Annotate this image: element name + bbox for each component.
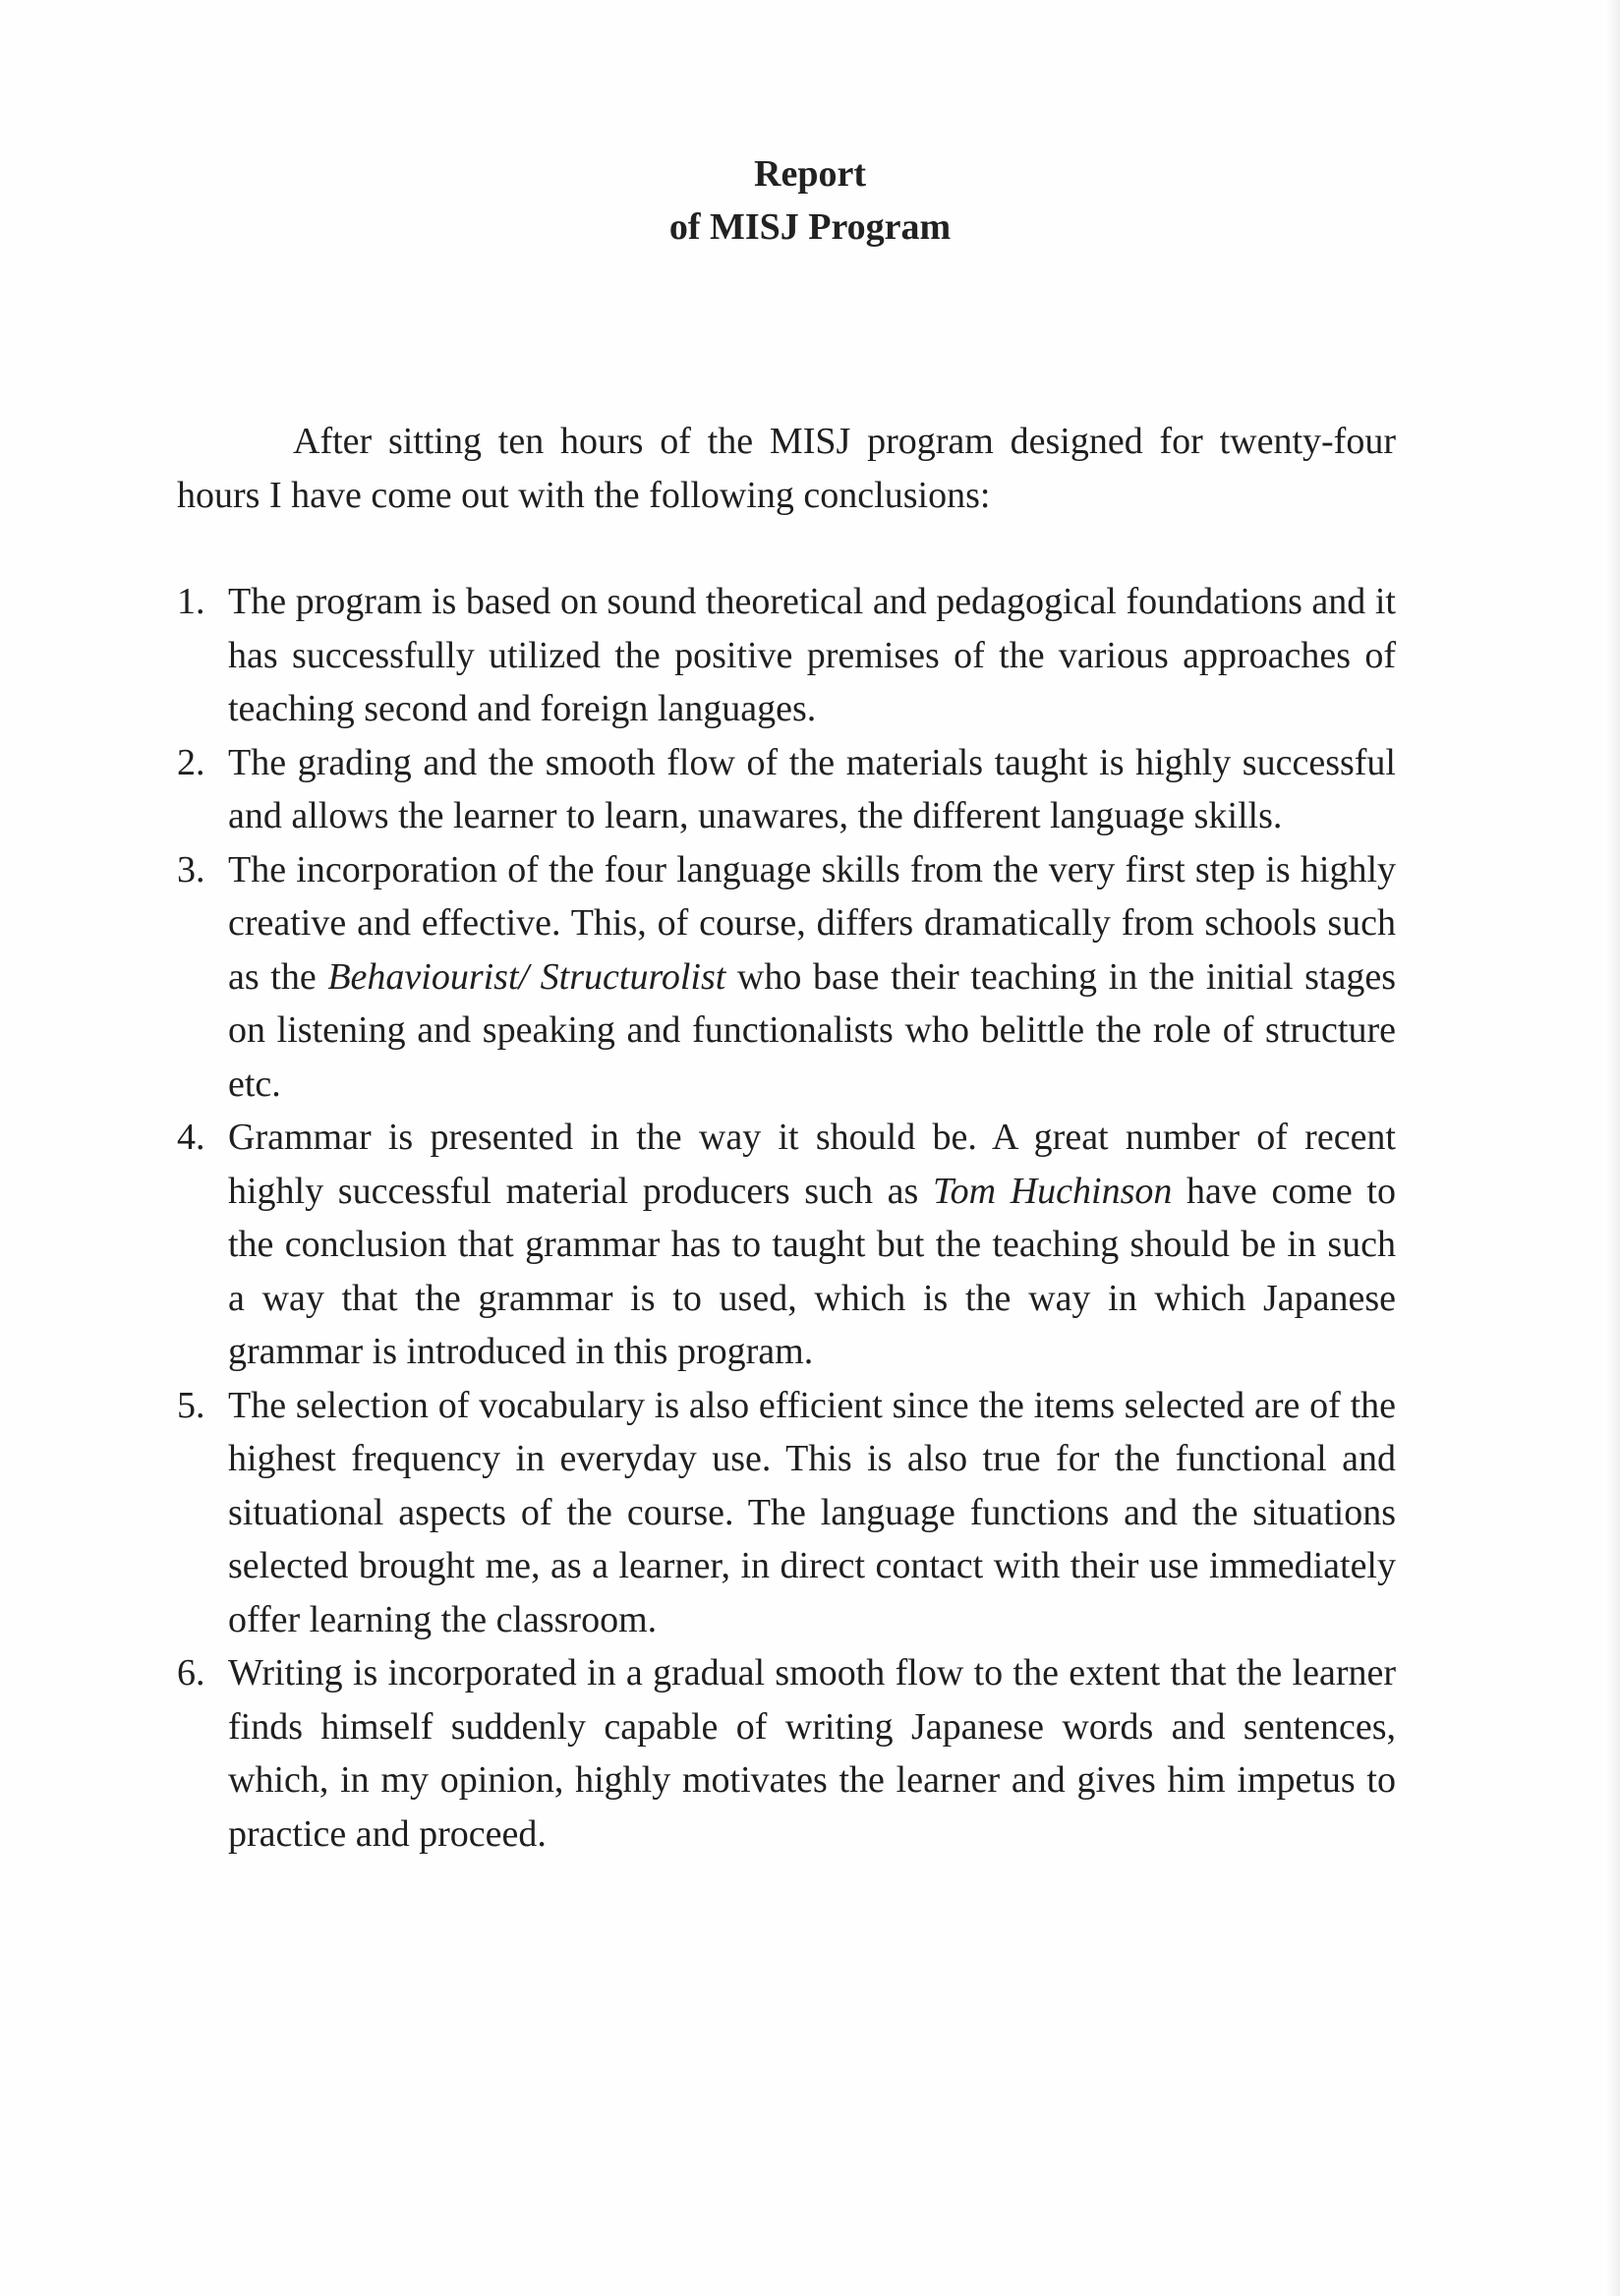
item-number: 3. — [177, 848, 205, 890]
title-line-report: Report — [754, 153, 866, 195]
item-number: 4. — [177, 1117, 205, 1158]
item-emphasis-huchinson: Tom Huchinson — [932, 1170, 1173, 1212]
item-text: The program is based on sound theoretical and pedagogical foundations and it has successfully utilized the positive premises of the various approaches of teaching second and foreign languages. — [228, 581, 1396, 729]
item-text-after: who base their teaching in the initial stages on listening and speaking and functionalists who belittle the role of structure etc. — [228, 955, 1397, 1105]
item-text: The grading and the smooth flow of the materials taught is highly successful and allows the learner to learn, unawares, the different language skills. — [228, 741, 1396, 836]
title-line-program: of MISJ Program — [668, 206, 952, 248]
document-title — [0, 147, 1620, 254]
item-number: 1. — [177, 581, 205, 622]
list-item — [177, 575, 1396, 736]
list-item — [177, 843, 1396, 1112]
list-item — [177, 1379, 1396, 1647]
conclusions-list — [177, 575, 1396, 1861]
list-item — [177, 736, 1396, 843]
item-text-before: The incorporation of the four language skills from the very first step is highly creative and effective. This, of course, differs dramatically from schools such as the — [228, 848, 1396, 998]
item-text: Writing is incorporated in a gradual smooth flow to the extent that the learner finds himself suddenly capable of writing Japanese words and sentences, which, in my opinion, highly motivates the learner and gives him impetus to practice and proceed. — [228, 1652, 1396, 1855]
scan-edge-shadow — [1606, 0, 1620, 2296]
intro-paragraph: After sitting ten hours of the MISJ program designed for twenty-four hours I have come out with the following conclusions: — [177, 421, 1396, 516]
item-number: 6. — [177, 1652, 205, 1693]
item-text: The selection of vocabulary is also efficient since the items selected are of the highest frequency in everyday use. This is also true for the functional and situational aspects of the course. The language functions and the situations selected brought me, as a learner, in direct contact with their use immediately offer learning the classroom. — [228, 1384, 1396, 1640]
item-text — [228, 1111, 1396, 1379]
item-number: 5. — [177, 1384, 205, 1426]
item-text — [228, 843, 1396, 1112]
item-text-after: have come to the conclusion that grammar has to taught but the teaching should be in such a way that the grammar is to used, which is the way in which Japanese grammar is introduced in this program. — [228, 1170, 1396, 1372]
item-number: 2. — [177, 741, 205, 783]
item-emphasis-behaviourist: Behaviourist/ Structurolist — [327, 955, 726, 998]
list-item — [177, 1646, 1396, 1861]
list-item — [177, 1111, 1396, 1379]
item-text-before: Grammar is presented in the way it should be. A great number of recent highly successful material producers such as — [228, 1117, 1396, 1212]
